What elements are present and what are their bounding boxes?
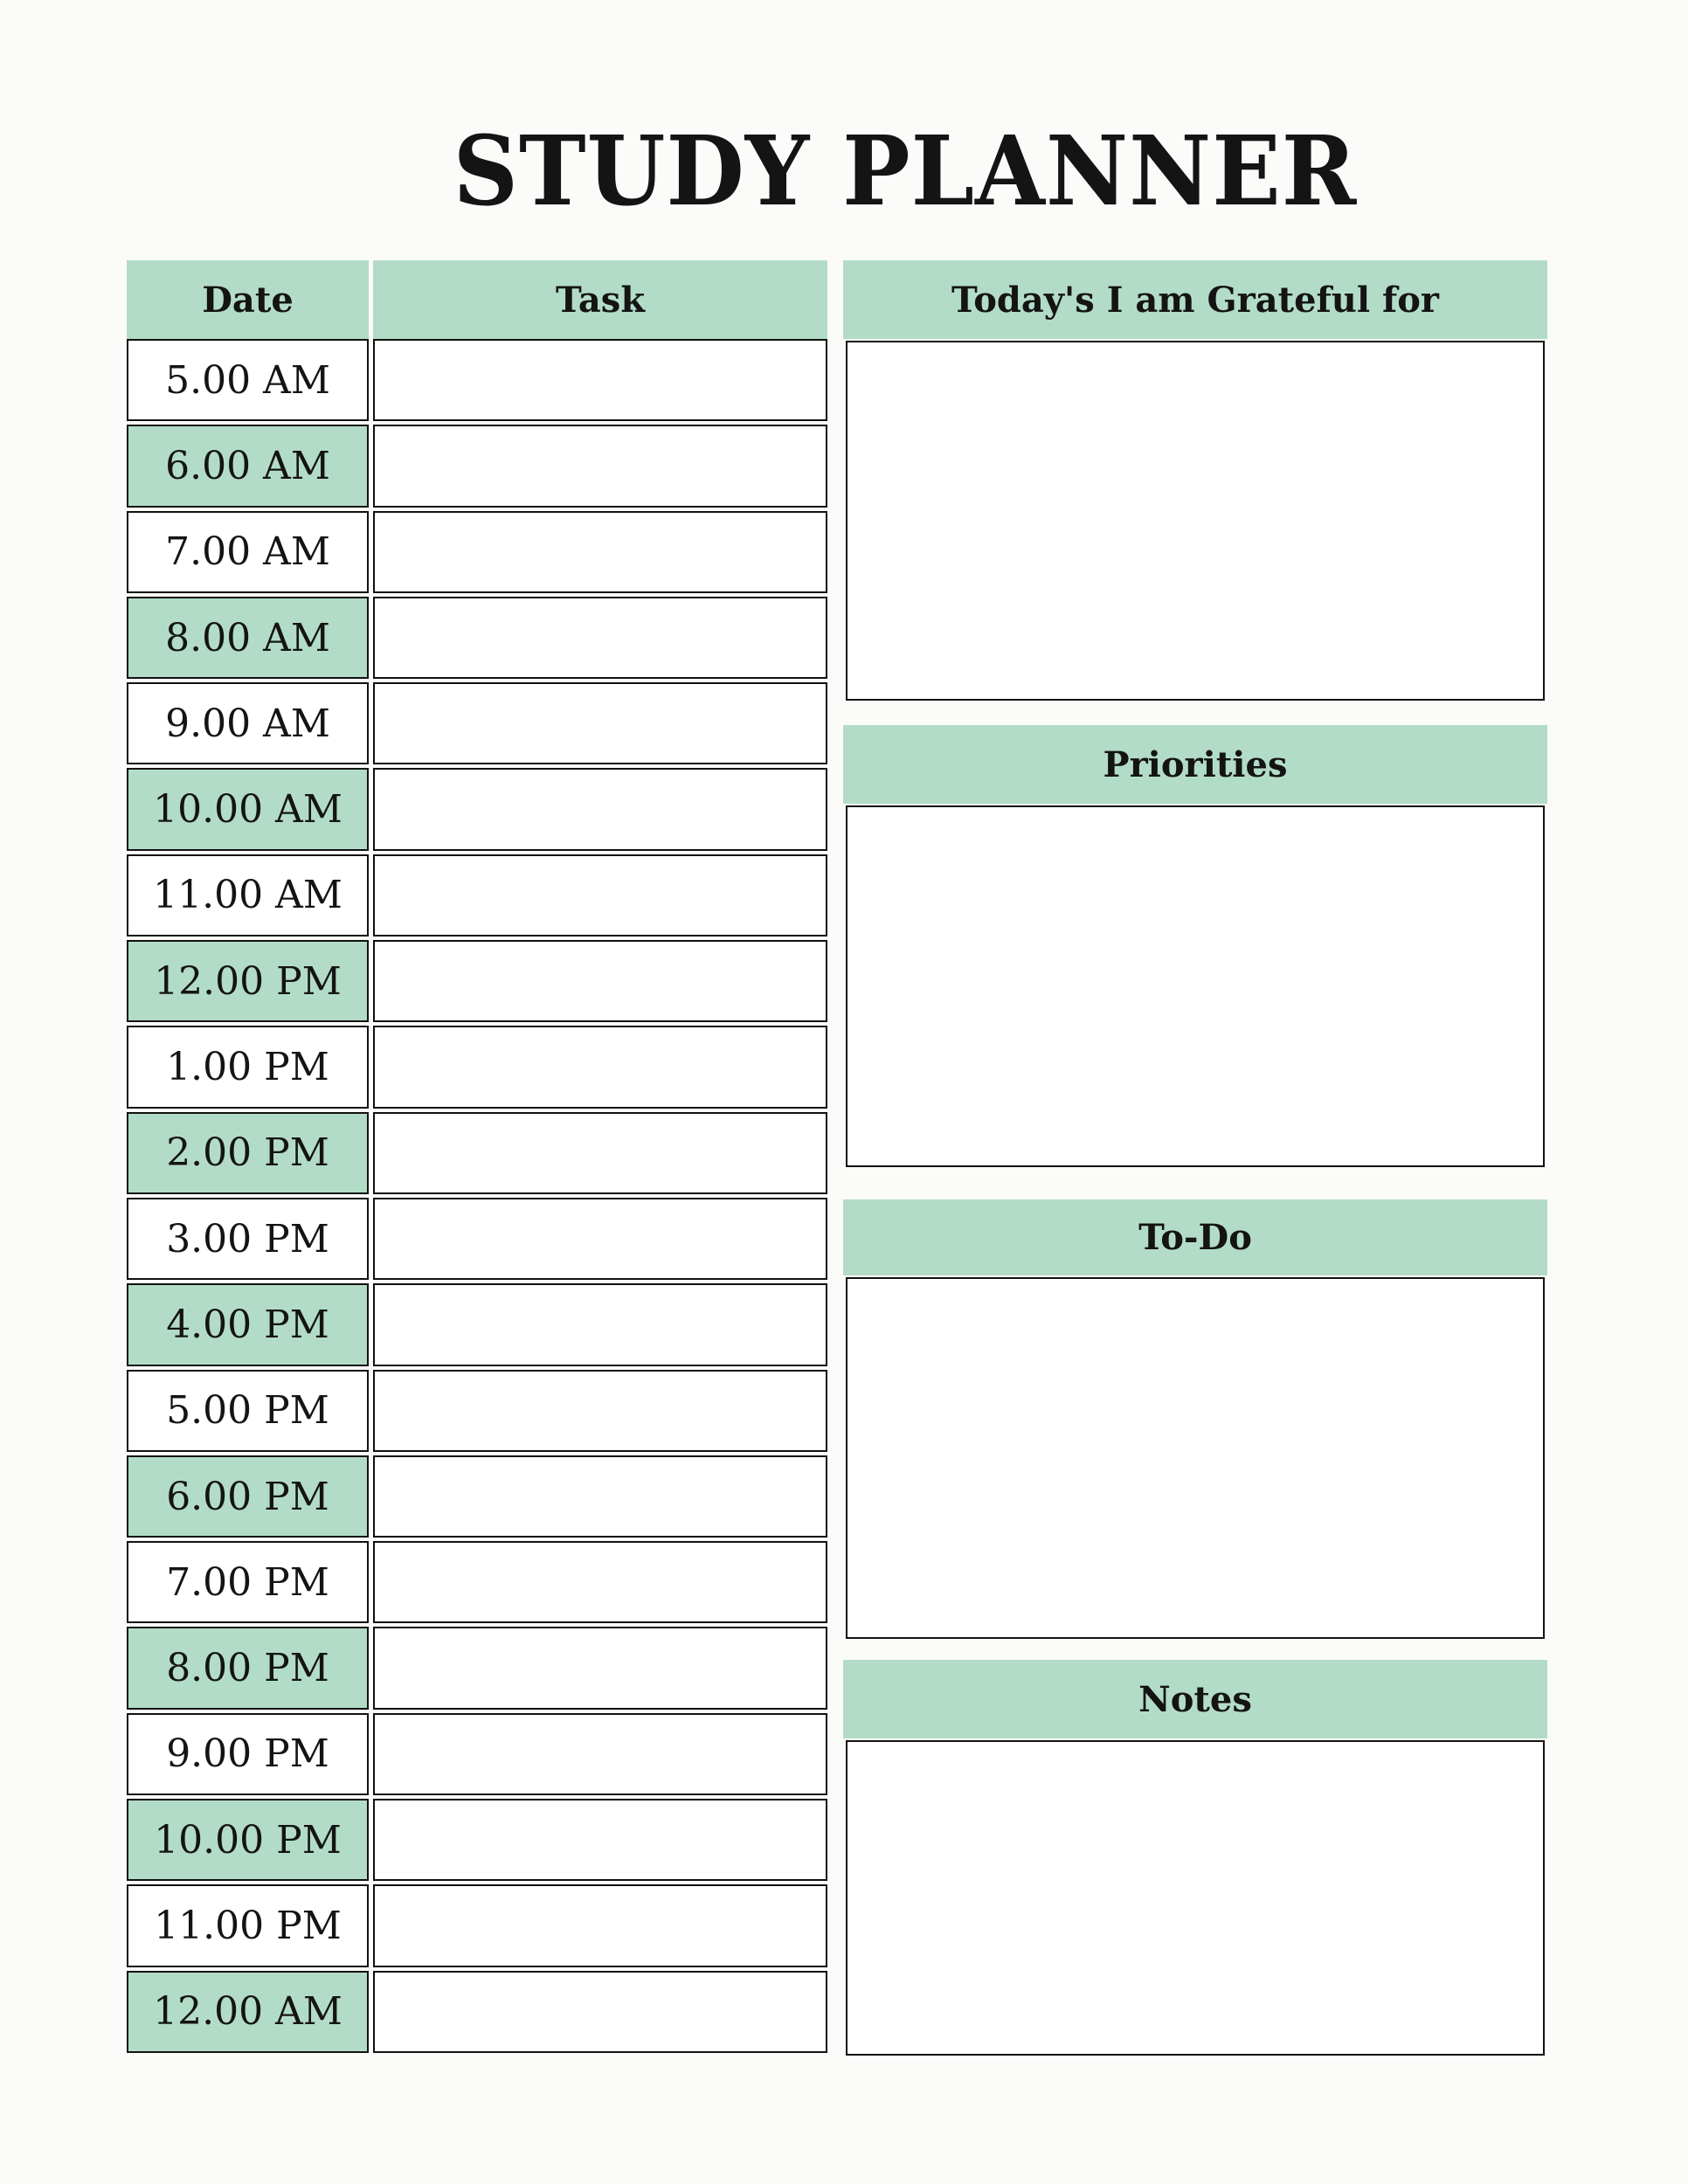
side-panel [843, 260, 1547, 2056]
task-input-cell[interactable] [373, 597, 827, 679]
time-label-cell: 9.00 PM [127, 1713, 369, 1795]
time-label-cell: 2.00 PM [127, 1112, 369, 1194]
table-row [127, 339, 827, 421]
page-title: STUDY PLANNER [453, 115, 1358, 228]
task-input-cell[interactable] [373, 682, 827, 764]
notes-input-box[interactable] [846, 1740, 1545, 2056]
task-input-cell[interactable] [373, 339, 827, 421]
task-input-cell[interactable] [373, 1112, 827, 1194]
table-row [127, 425, 827, 507]
table-row [127, 597, 827, 679]
table-row [127, 1198, 827, 1280]
task-input-cell[interactable] [373, 1799, 827, 1881]
time-label-cell: 5.00 AM [127, 339, 369, 421]
task-input-cell[interactable] [373, 940, 827, 1022]
date-column-header: Date [127, 260, 369, 339]
task-input-cell[interactable] [373, 854, 827, 936]
table-row [127, 1455, 827, 1538]
task-input-cell[interactable] [373, 1455, 827, 1538]
section-spacer [843, 701, 1547, 725]
time-label-cell: 10.00 PM [127, 1799, 369, 1881]
time-label-cell: 12.00 AM [127, 1971, 369, 2053]
table-row [127, 1884, 827, 1966]
todo-section-header: To-Do [843, 1199, 1547, 1275]
task-input-cell[interactable] [373, 1370, 827, 1452]
time-label-cell: 4.00 PM [127, 1283, 369, 1365]
task-input-cell[interactable] [373, 425, 827, 507]
task-input-cell[interactable] [373, 1198, 827, 1280]
schedule-header-row [127, 260, 827, 339]
grateful-section-header: Today's I am Grateful for [843, 260, 1547, 339]
time-label-cell: 1.00 PM [127, 1026, 369, 1108]
priorities-input-box[interactable] [846, 805, 1545, 1167]
time-label-cell: 11.00 PM [127, 1884, 369, 1966]
time-label-cell: 5.00 PM [127, 1370, 369, 1452]
table-row [127, 511, 827, 593]
task-input-cell[interactable] [373, 1627, 827, 1709]
time-label-cell: 10.00 AM [127, 768, 369, 850]
task-input-cell[interactable] [373, 1713, 827, 1795]
table-row [127, 768, 827, 850]
table-row [127, 1713, 827, 1795]
table-row [127, 1370, 827, 1452]
table-row [127, 1026, 827, 1108]
table-row [127, 1283, 827, 1365]
time-label-cell: 6.00 AM [127, 425, 369, 507]
time-label-cell: 11.00 AM [127, 854, 369, 936]
table-row [127, 1799, 827, 1881]
time-label-cell: 12.00 PM [127, 940, 369, 1022]
table-row [127, 1971, 827, 2053]
table-row [127, 1112, 827, 1194]
table-row [127, 1627, 827, 1709]
grateful-input-box[interactable] [846, 341, 1545, 701]
schedule-table [127, 260, 827, 2056]
time-label-cell: 8.00 PM [127, 1627, 369, 1709]
task-input-cell[interactable] [373, 768, 827, 850]
time-label-cell: 9.00 AM [127, 682, 369, 764]
time-label-cell: 6.00 PM [127, 1455, 369, 1538]
table-row [127, 682, 827, 764]
table-row [127, 854, 827, 936]
time-label-cell: 3.00 PM [127, 1198, 369, 1280]
task-input-cell[interactable] [373, 1026, 827, 1108]
task-input-cell[interactable] [373, 1541, 827, 1623]
task-input-cell[interactable] [373, 1971, 827, 2053]
notes-section-header: Notes [843, 1660, 1547, 1738]
task-input-cell[interactable] [373, 511, 827, 593]
time-label-cell: 7.00 AM [127, 511, 369, 593]
todo-input-box[interactable] [846, 1277, 1545, 1639]
time-label-cell: 7.00 PM [127, 1541, 369, 1623]
table-row [127, 1541, 827, 1623]
time-label-cell: 8.00 AM [127, 597, 369, 679]
task-input-cell[interactable] [373, 1283, 827, 1365]
priorities-section-header: Priorities [843, 725, 1547, 804]
table-row [127, 940, 827, 1022]
task-input-cell[interactable] [373, 1884, 827, 1966]
task-column-header: Task [373, 260, 827, 339]
